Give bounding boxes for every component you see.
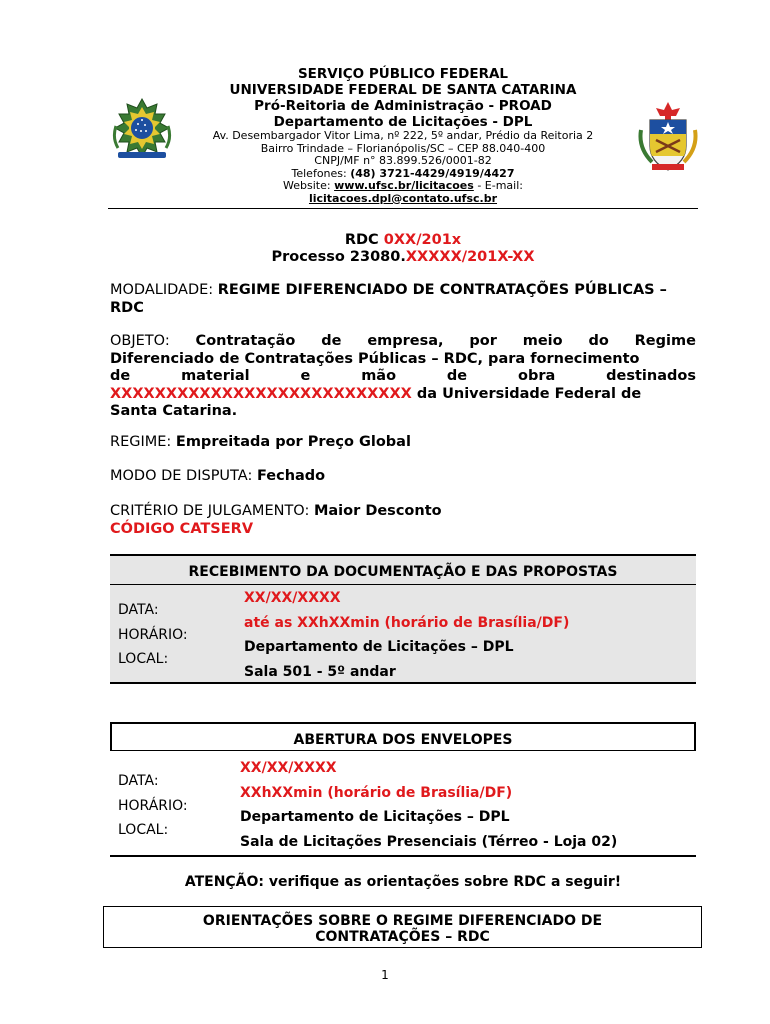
header-line-servico: SERVIÇO PÚBLICO FEDERAL [297,66,509,82]
objeto-word: do [588,333,609,349]
abertura-time: XXhXXmin (horário de Brasília/DF) [240,784,513,801]
objeto-placeholder: XXXXXXXXXXXXXXXXXXXXXXXXXXX [110,385,412,402]
recebimento-labels [118,598,188,672]
modo-value: Fechado [256,468,326,484]
objeto-line4 [110,386,696,404]
abertura-title: ABERTURA DOS ENVELOPES [293,732,513,748]
catserv-line [110,521,696,539]
modalidade-value: REGIME DIFERENCIADO DE CONTRATAÇÕES PÚBLICAS – RDC [110,282,667,316]
modo-label: MODO DE DISPUTA: [110,468,257,484]
header-line-universidade: UNIVERSIDADE FEDERAL DE SANTA CATARINA [229,82,577,98]
header-cnpj: CNPJ/MF n° 83.899.526/0001-82 [314,154,492,167]
recebimento-time: até as XXhXXmin (horário de Brasília/DF) [244,614,570,631]
criterio-value: Maior Desconto [313,503,442,519]
page-number: 1 [381,968,389,982]
orientacoes-line2: CONTRATAÇÕES – RDC [315,929,490,945]
objeto-line3 [110,368,696,386]
horario-label: HORÁRIO: [118,797,188,814]
objeto-line2 [110,351,696,369]
objeto-word: de [110,368,131,384]
modalidade-paragraph [110,282,696,317]
objeto-line5-text: Santa Catarina. [110,403,238,419]
modo-disputa-paragraph [110,468,696,486]
local-label: LOCAL: [118,651,169,667]
recebimento-date: XX/XX/XXXX [244,590,341,606]
objeto-label: OBJETO: [110,333,170,349]
objeto-line1 [110,333,696,351]
abertura-place2: Sala de Licitações Presenciais (Térreo - Loja 02) [240,833,618,850]
objeto-word: obra [517,368,556,384]
phones-label: Telefones: [291,166,351,180]
abertura-place1: Departamento de Licitações – DPL [240,809,510,825]
objeto-line2-text: Diferenciado de Contratações Públicas – RDC, para fornecimento [110,350,640,367]
orientacoes-line1: ORIENTAÇÕES SOBRE O REGIME DIFERENCIADO DE [202,913,603,929]
website-label: Website: [283,179,335,192]
regime-label: REGIME: [110,434,176,450]
objeto-word: material [181,368,250,384]
objeto-word: mão [361,368,397,384]
phones-value: (48) 3721-4429/4919/4427 [350,166,515,180]
criterio-paragraph [110,503,696,538]
header-address-line1: Av. Desembargador Vitor Lima, nº 222, 5º andar, Prédio da Reitoria 2 [212,129,594,142]
criterio-label: CRITÉRIO DE JULGAMENTO: [110,503,314,519]
regime-paragraph [110,434,696,452]
horario-label: HORÁRIO: [118,626,188,643]
header-divider [108,208,698,209]
header-line-proad: Pró-Reitoria de Administração - PROAD [254,98,552,114]
processo-title [108,248,698,266]
rdc-prefix: RDC [344,232,384,248]
objeto-word: destinados [606,368,696,384]
atencao-notice: ATENÇÃO: verifique as orientações sobre RDC a seguir! [184,874,622,890]
objeto-word: de [321,333,342,349]
recebimento-place2: Sala 501 - 5º andar [244,663,396,680]
objeto-line4-rest: da Universidade Federal de [411,385,642,402]
modalidade-label: MODALIDADE: [110,282,218,298]
rdc-title [108,231,698,249]
objeto-word: Contratação [195,333,296,349]
objeto-word: de [446,368,468,384]
objeto-word: por [469,333,497,349]
header-email [108,193,698,206]
abertura-box [110,722,696,857]
email-link[interactable]: licitacoes.dpl@contato.ufsc.br [308,191,498,205]
header-line-dpl: Departamento de Licitações - DPL [273,114,533,130]
header-address-line2: Bairro Trindade – Florianópolis/SC – CEP 88.040-400 [260,141,546,155]
abertura-values [240,756,617,854]
data-label: DATA: [118,773,159,789]
objeto-word: Regime [634,333,696,349]
data-label: DATA: [118,602,159,618]
objeto-paragraph [110,333,696,421]
recebimento-box [110,554,696,684]
codigo-catserv: CÓDIGO CATSERV [110,520,254,537]
criterio-line [110,503,696,521]
objeto-word: e [300,368,311,384]
objeto-line5 [110,403,696,421]
recebimento-place1: Departamento de Licitações – DPL [244,639,514,655]
rdc-code: 0XX/201x [383,232,462,248]
recebimento-values [244,586,569,684]
processo-code: XXXXX/201X-XX [405,249,535,265]
recebimento-title: RECEBIMENTO DA DOCUMENTAÇÃO E DAS PROPOSTAS [188,564,618,580]
objeto-word: empresa, [367,333,444,349]
email-label: - E-mail: [473,179,523,192]
website-link[interactable]: www.ufsc.br/licitacoes [334,179,474,192]
abertura-date: XX/XX/XXXX [240,760,337,776]
abertura-labels [118,769,188,843]
local-label: LOCAL: [118,822,169,838]
regime-value: Empreitada por Preço Global [175,434,411,450]
processo-prefix: Processo 23080. [271,249,406,265]
orientacoes-box [103,906,702,948]
letterhead [108,66,698,205]
objeto-word: meio [522,333,563,349]
